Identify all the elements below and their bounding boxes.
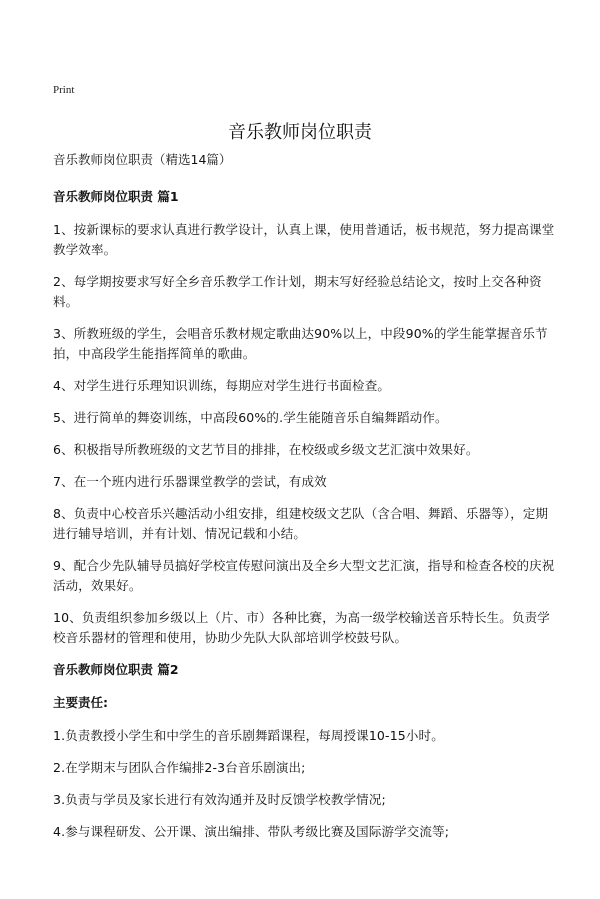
list-item: 7、在一个班内进行乐器课堂教学的尝试，有成效 bbox=[53, 474, 327, 489]
section-heading: 音乐教师岗位职责 篇2 bbox=[53, 662, 179, 677]
document-subtitle: 音乐教师岗位职责（精选14篇） bbox=[53, 152, 232, 167]
list-item: 4.参与课程研发、公开课、演出编排、带队考级比赛及国际游学交流等; bbox=[53, 824, 450, 839]
section-heading: 音乐教师岗位职责 篇1 bbox=[53, 189, 179, 204]
list-item: 10、负责组织参加乡级以上（片、市）各种比赛，为高一级学校输送音乐特长生。负责学校音乐器材的管理和使用，协助少先队大队部培训学校鼓号队。 bbox=[53, 610, 550, 645]
list-item: 6、积极指导所教班级的文艺节目的排排，在校级或乡级文艺汇演中效果好。 bbox=[53, 442, 479, 457]
document-body bbox=[53, 150, 558, 854]
list-item: 3.负责与学员及家长进行有效沟通并及时反馈学校教学情况; bbox=[53, 792, 386, 807]
list-item: 1.负责教授小学生和中学生的音乐剧舞蹈课程，每周授课10-15小时。 bbox=[53, 728, 444, 743]
list-item: 4、对学生进行乐理知识训练，每期应对学生进行书面检查。 bbox=[53, 378, 391, 393]
list-item: 2、每学期按要求写好全乡音乐教学工作计划，期末写好经验总结论文，按时上交各种资料。 bbox=[53, 274, 542, 309]
section-2 bbox=[53, 660, 558, 842]
list-item: 3、所教班级的学生，会唱音乐教材规定歌曲达90%以上，中段90%的学生能掌握音乐节拍，中高段学生能指挥简单的歌曲。 bbox=[53, 326, 548, 361]
list-item: 2.在学期末与团队合作编排2-3台音乐剧演出; bbox=[53, 760, 306, 775]
print-label[interactable]: Print bbox=[53, 84, 75, 96]
page-title: 音乐教师岗位职责 bbox=[228, 122, 372, 143]
list-item: 8、负责中心校音乐兴趣活动小组安排，组建校级文艺队（含合唱、舞蹈、乐器等），定期进行辅导培训，并有计划、情况记载和小结。 bbox=[53, 506, 549, 541]
list-item: 5、进行简单的舞姿训练，中高段60%的.学生能随音乐自编舞蹈动作。 bbox=[53, 410, 448, 425]
section-1 bbox=[53, 187, 558, 648]
list-item: 1、按新课标的要求认真进行教学设计，认真上课，使用普通话，板书规范，努力提高课堂教学效率。 bbox=[53, 222, 555, 257]
list-item: 9、配合少先队辅导员搞好学校宣传慰问演出及全乡大型文艺汇演，指导和检查各校的庆祝活动，效果好。 bbox=[53, 558, 555, 593]
section-subheading: 主要责任: bbox=[53, 695, 108, 710]
